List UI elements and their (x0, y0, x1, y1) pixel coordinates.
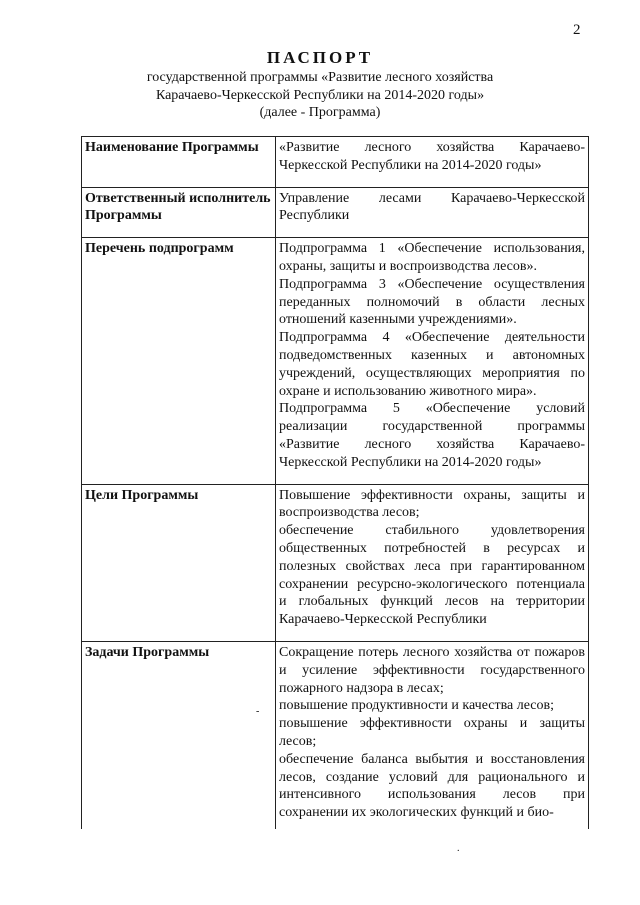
row-value (276, 187, 589, 238)
table-row-tasks (82, 641, 589, 829)
scan-mark: - (256, 706, 260, 717)
passport-table (81, 136, 589, 829)
row-paragraph: Подпрограмма 3 «Обеспечение осуществления переданных полномочий в области лесных отношений казенными учреждениями». (279, 276, 585, 328)
row-paragraph: повышение продуктивности и качества лесов; (279, 698, 554, 714)
row-label: Ответственный исполнитель Программы (82, 187, 276, 238)
row-paragraph: обеспечение стабильного удовлетворения общественных потребностей в ресурсах и полезных свойствах леса при гарантированном сохранении ресурсно-экологического потенциала и глобальных функций лесов на территории Карачаево-Черкесской Республики (279, 523, 585, 628)
table-row-goals (82, 484, 589, 641)
row-paragraph: Управление лесами Карачаево-Черкесской Республики (279, 190, 585, 224)
row-label: Цели Программы (82, 484, 276, 641)
row-paragraph: Подпрограмма 1 «Обеспечение использования, охраны, защиты и воспроизводства лесов». (279, 241, 585, 274)
document-header (0, 48, 640, 122)
row-paragraph: Подпрограмма 4 «Обеспечение деятельности подведомственных казенных и автономных учреждений, осуществляющих мероприятия по охране и использованию животного мира». (279, 330, 585, 399)
row-label: Наименование Программы (82, 137, 276, 188)
row-paragraph: Подпрограмма 5 «Обеспечение условий реализации государственной программы «Развитие лесного хозяйства Карачаево-Черкесской Республики на 2014-2020 годы» (279, 401, 585, 470)
row-value (276, 137, 589, 188)
document-title: ПАСПОРТ (266, 48, 374, 67)
row-value (276, 238, 589, 484)
row-label: Перечень подпрограмм (82, 238, 276, 484)
subtitle-line-3: (далее - Программа) (259, 105, 381, 120)
row-paragraph: обеспечение баланса выбытия и восстановления лесов, создание условий для рационального и интенсивного использования лесов при сохранении их экологических функций и био- (279, 751, 585, 821)
row-paragraph: повышение эффективности охраны и защиты лесов; (279, 716, 585, 749)
row-value (276, 641, 589, 829)
page-number: 2 (573, 22, 581, 38)
row-paragraph: Сокращение потерь лесного хозяйства от пожаров и усиление эффективности государственного пожарного надзора в лесах; (279, 644, 585, 696)
subtitle-line-1: государственной программы «Развитие лесного хозяйства (146, 70, 494, 85)
scan-mark: . (457, 843, 460, 854)
table-row-program-name (82, 137, 589, 188)
row-label: Задачи Программы (82, 641, 276, 829)
table-row-subprograms (82, 238, 589, 484)
row-paragraph: «Развитие лесного хозяйства Карачаево-Черкесской Республики на 2014-2020 годы» (279, 140, 585, 173)
row-value-clip (279, 644, 585, 829)
row-paragraph: Повышение эффективности охраны, защиты и воспроизводства лесов; (279, 487, 585, 521)
subtitle-line-2: Карачаево-Черкесской Республики на 2014-2020 годы» (155, 87, 485, 103)
row-value (276, 484, 589, 641)
table-row-responsible-executor (82, 187, 589, 238)
